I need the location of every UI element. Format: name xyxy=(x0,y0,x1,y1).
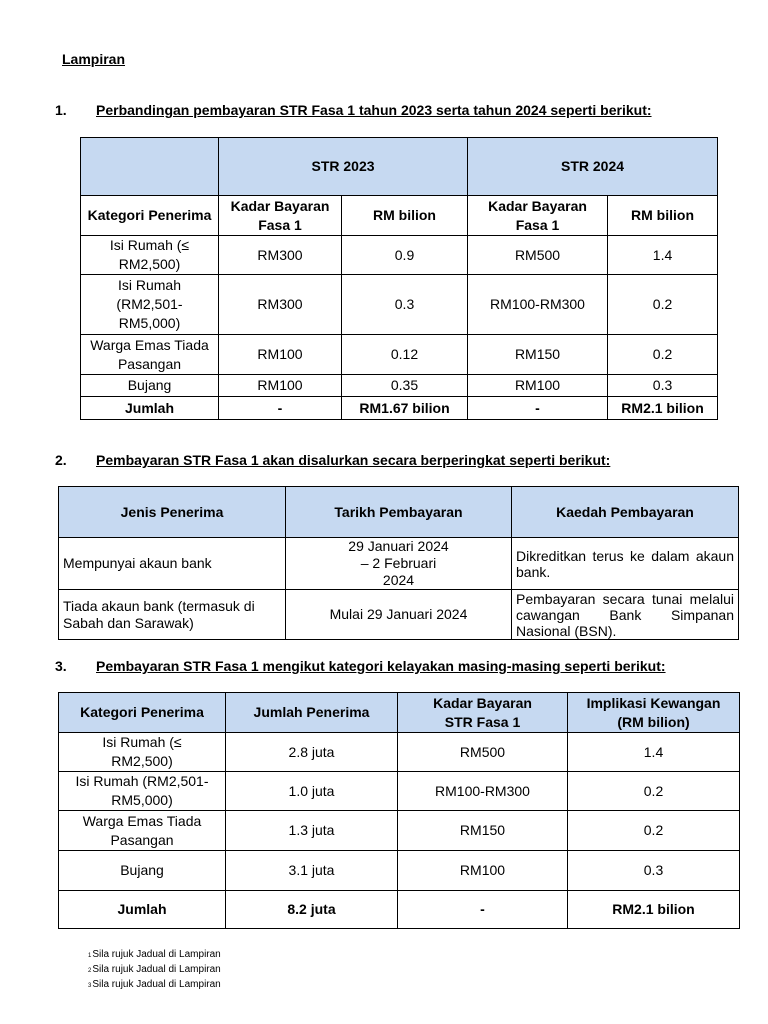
table-cell: 0.3 xyxy=(568,851,740,891)
page-title: Lampiran xyxy=(62,51,126,67)
table-header-cell: Jenis Penerima xyxy=(59,487,286,538)
table-cell: Warga Emas Tiada Pasangan xyxy=(59,811,226,851)
section-3-number: 3. xyxy=(55,658,67,674)
table-cell: Isi Rumah (≤ RM2,500) xyxy=(59,733,226,772)
table-cell: Jumlah xyxy=(81,397,219,420)
table-cell: RM150 xyxy=(468,335,608,375)
table-row xyxy=(59,772,740,811)
section-1-heading: Perbandingan pembayaran STR Fasa 1 tahun 2023 serta tahun 2024 seperti berikut: xyxy=(96,102,652,118)
table-header-cell: Kadar Bayaran Fasa 1 xyxy=(219,196,342,236)
table-cell: RM100 xyxy=(468,375,608,397)
footnote-1 xyxy=(88,948,221,963)
table-cell: 1.0 juta xyxy=(226,772,398,811)
table-cell: 0.3 xyxy=(342,275,468,335)
table-cell: RM100 xyxy=(398,851,568,891)
table-header-cell: Kadar Bayaran STR Fasa 1 xyxy=(398,693,568,733)
table-header-cell: RM bilion xyxy=(342,196,468,236)
table-cell: 1.3 juta xyxy=(226,811,398,851)
table-cell: 0.9 xyxy=(342,236,468,275)
table-cell: RM1.67 bilion xyxy=(342,397,468,420)
table-cell: RM300 xyxy=(219,236,342,275)
table-header-row xyxy=(59,487,739,538)
table-cell: 0.2 xyxy=(568,811,740,851)
table-cell: 2.8 juta xyxy=(226,733,398,772)
table-cell: - xyxy=(398,891,568,929)
table-cell: RM500 xyxy=(398,733,568,772)
table-row xyxy=(59,590,739,640)
table-cell: Pembayaran secara tunai melalui cawangan Bank Simpanan Nasional (BSN). xyxy=(512,590,739,640)
footnote-mark: 1 xyxy=(88,953,92,959)
table-cell: Tiada akaun bank (termasuk di Sabah dan Sarawak) xyxy=(59,590,286,640)
table-header-cell: Kategori Penerima xyxy=(81,196,219,236)
table-header-cell: Kaedah Pembayaran xyxy=(512,487,739,538)
table-header-row xyxy=(59,693,740,733)
footnote-text: Sila rujuk Jadual di Lampiran xyxy=(92,949,221,960)
table-cell: 0.2 xyxy=(608,275,718,335)
table-header-cell: STR 2024 xyxy=(468,138,718,196)
table-row xyxy=(81,335,718,375)
table-header-cell: RM bilion xyxy=(608,196,718,236)
eligibility-table xyxy=(58,692,740,929)
footnote-text: Sila rujuk Jadual di Lampiran xyxy=(92,964,221,975)
payment-schedule-table xyxy=(58,486,739,640)
table-header-row xyxy=(81,196,718,236)
table-header-cell: Jumlah Penerima xyxy=(226,693,398,733)
table-row xyxy=(59,538,739,590)
table-header-cell xyxy=(81,138,219,196)
section-2-heading: Pembayaran STR Fasa 1 akan disalurkan secara berperingkat seperti berikut: xyxy=(96,452,611,468)
footnote-text: Sila rujuk Jadual di Lampiran xyxy=(92,979,221,990)
table-cell: Bujang xyxy=(81,375,219,397)
table-total-row xyxy=(81,397,718,420)
table-cell: Bujang xyxy=(59,851,226,891)
section-2-number: 2. xyxy=(55,452,67,468)
table-row xyxy=(59,851,740,891)
table-row xyxy=(59,811,740,851)
table-cell: Isi Rumah (RM2,501- RM5,000) xyxy=(81,275,219,335)
table-cell: RM2.1 bilion xyxy=(568,891,740,929)
footnote-2 xyxy=(88,963,221,978)
table-cell: RM100-RM300 xyxy=(398,772,568,811)
table-cell: Isi Rumah (≤ RM2,500) xyxy=(81,236,219,275)
table-cell: Mulai 29 Januari 2024 xyxy=(286,590,512,640)
table-cell: RM150 xyxy=(398,811,568,851)
table-header-row xyxy=(81,138,718,196)
table-cell: 8.2 juta xyxy=(226,891,398,929)
table-cell: Mempunyai akaun bank xyxy=(59,538,286,590)
str-comparison-table xyxy=(80,137,718,420)
table-cell: RM2.1 bilion xyxy=(608,397,718,420)
table-header-cell: Kategori Penerima xyxy=(59,693,226,733)
table-cell: RM100 xyxy=(219,375,342,397)
table-row xyxy=(81,236,718,275)
table-cell: RM300 xyxy=(219,275,342,335)
table-cell: 3.1 juta xyxy=(226,851,398,891)
table-cell: - xyxy=(468,397,608,420)
table-row xyxy=(59,733,740,772)
table-cell: - xyxy=(219,397,342,420)
section-3-heading: Pembayaran STR Fasa 1 mengikut kategori kelayakan masing-masing seperti berikut: xyxy=(96,658,666,674)
table-cell: 0.35 xyxy=(342,375,468,397)
section-1-number: 1. xyxy=(55,102,67,118)
footnote-mark: 3 xyxy=(88,983,92,989)
table-cell: 0.2 xyxy=(568,772,740,811)
footnote-mark: 2 xyxy=(88,968,92,974)
table-cell: RM100 xyxy=(219,335,342,375)
table-cell: 0.3 xyxy=(608,375,718,397)
table-row xyxy=(81,375,718,397)
table-header-cell: Kadar Bayaran Fasa 1 xyxy=(468,196,608,236)
table-cell: RM500 xyxy=(468,236,608,275)
table-header-cell: STR 2023 xyxy=(219,138,468,196)
table-cell: Warga Emas Tiada Pasangan xyxy=(81,335,219,375)
table-cell: Dikreditkan terus ke dalam akaun bank. xyxy=(512,538,739,590)
table-cell: 0.2 xyxy=(608,335,718,375)
table-row xyxy=(81,275,718,335)
table-header-cell: Implikasi Kewangan (RM bilion) xyxy=(568,693,740,733)
table-cell: RM100-RM300 xyxy=(468,275,608,335)
table-cell: 0.12 xyxy=(342,335,468,375)
table-cell: Jumlah xyxy=(59,891,226,929)
footnote-3 xyxy=(88,978,221,993)
table-total-row xyxy=(59,891,740,929)
table-cell: 29 Januari 2024 – 2 Februari 2024 xyxy=(286,538,512,590)
table-cell: 1.4 xyxy=(608,236,718,275)
table-cell: Isi Rumah (RM2,501-RM5,000) xyxy=(59,772,226,811)
table-cell: 1.4 xyxy=(568,733,740,772)
table-header-cell: Tarikh Pembayaran xyxy=(286,487,512,538)
